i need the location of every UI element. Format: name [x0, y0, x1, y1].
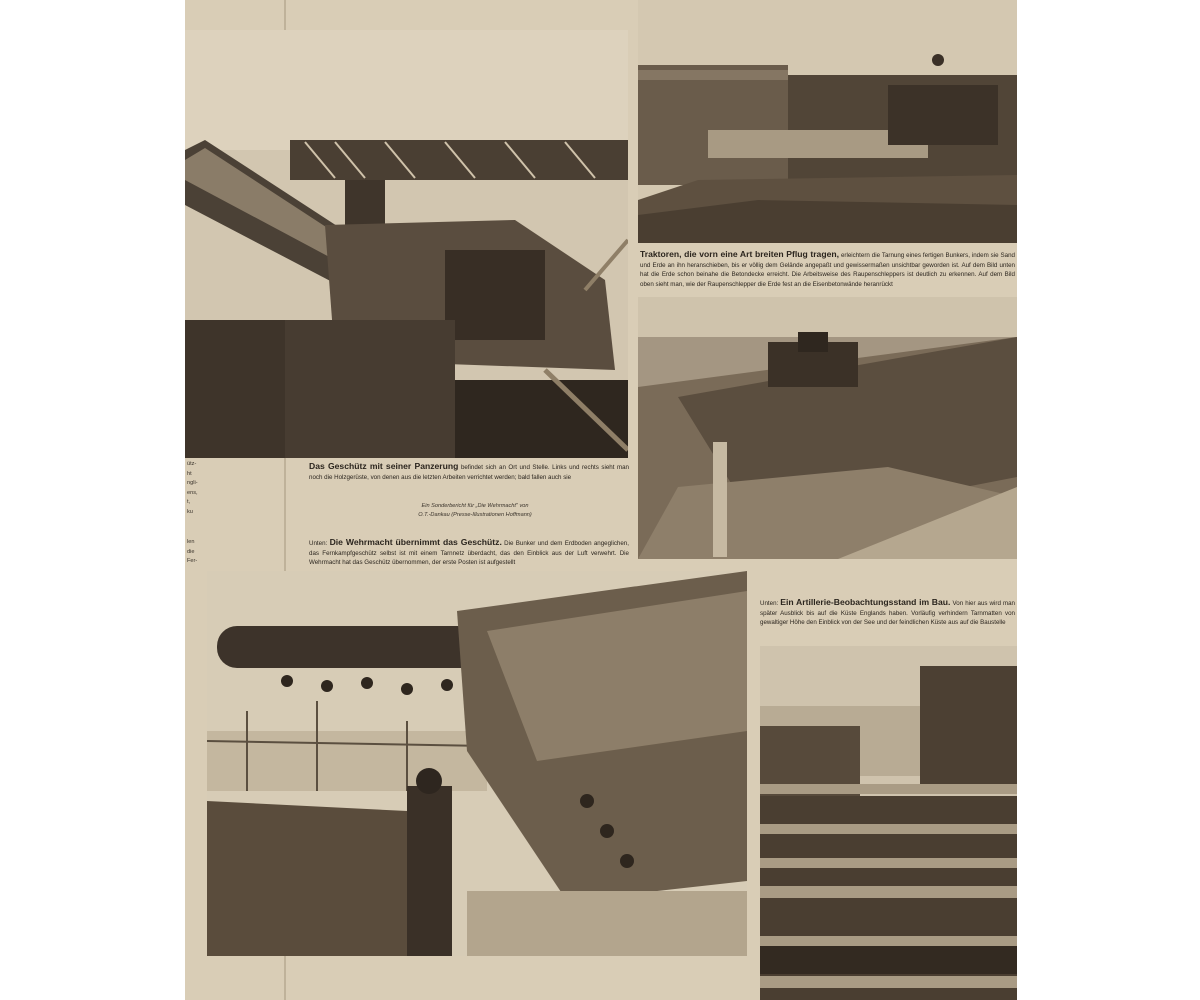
fragment-line: ütz-: [187, 461, 197, 467]
caption-prefix: Unten:: [309, 540, 328, 547]
caption-prefix: Unten:: [760, 600, 779, 607]
fragment-line: ens,: [187, 489, 198, 496]
photo-observation-post: [760, 646, 1017, 1000]
text-fragment-a: [187, 460, 198, 517]
fragment-line: ku: [187, 508, 193, 515]
photo-credit: [375, 502, 575, 519]
magazine-spread: [185, 0, 1017, 1000]
text-fragment-b: [187, 538, 197, 567]
caption-artillerie: [760, 598, 1015, 628]
caption-body: befindet sich an Ort und Stelle. Links und rechts sieht man noch die Holzgerüste, von denen aus die letzten Arbeiten verrichtet werden; bald fallen auch sie: [309, 464, 629, 481]
caption-geschuetz: [309, 462, 629, 482]
photo-gun-with-armor: [185, 30, 628, 458]
fragment-line: ht: [187, 470, 192, 477]
caption-body: Die Bunker und dem Erdboden angeglichen, das Fernkampfgeschütz selbst ist mit einem Tarnnetz überdacht, das den Einblick aus der Luft verwehrt. Die Wehrmacht hat das Geschütz übernommen, der erste Posten ist aufgestellt: [309, 540, 629, 567]
photo-tractor-plough: [638, 0, 1017, 243]
caption-body: Von hier aus wird man später Ausblick bis auf die Küste Englands haben. Vorläufig verhindern Tarnmatten von gewaltiger Höhe den Einblick von der See und der feindlichen Küste aus auf die Baustelle: [760, 600, 1015, 627]
fragment-line: ngli-: [187, 480, 198, 486]
caption-lead: Die Wehrmacht übernimmt das Geschütz.: [329, 537, 502, 547]
caption-traktoren: [640, 250, 1015, 289]
caption-lead: Das Geschütz mit seiner Panzerung: [309, 461, 459, 471]
credit-line-1: Ein Sonderbericht für „Die Wehrmacht" von: [421, 503, 529, 509]
caption-lead: Traktoren, die vorn eine Art breiten Pflug tragen,: [640, 249, 839, 259]
caption-body: erleichtern die Tarnung eines fertigen Bunkers, indem sie Sand und Erde an ihn heranschieben, bis er völlig dem Gelände angepaßt und gewissermaßen unsichtbar geworden ist. Auf dem Bild unten hat die Erde schon beinahe die Betondecke erreicht. Die Arbeitsweise des Raupenschleppers ist deutlich zu erkennen. Auf dem Bild oben sieht man, wie der Raupenschlepper die Erde fest an die Eisenbetonwände heranrückt: [640, 252, 1015, 288]
fragment-line: Fer-: [187, 558, 198, 564]
photo-camouflaged-gun: [207, 571, 747, 956]
fragment-line: len: [187, 539, 195, 545]
photo-tractor-earthworks: [638, 297, 1017, 559]
caption-wehrmacht: [309, 538, 629, 568]
caption-lead: Ein Artillerie-Beobachtungsstand im Bau.: [780, 597, 951, 607]
credit-line-2: O.T.-Dankau (Presse-Illustrationen Hoffmann): [418, 511, 532, 518]
fragment-line: t,: [187, 499, 191, 505]
fragment-line: die: [187, 548, 195, 555]
